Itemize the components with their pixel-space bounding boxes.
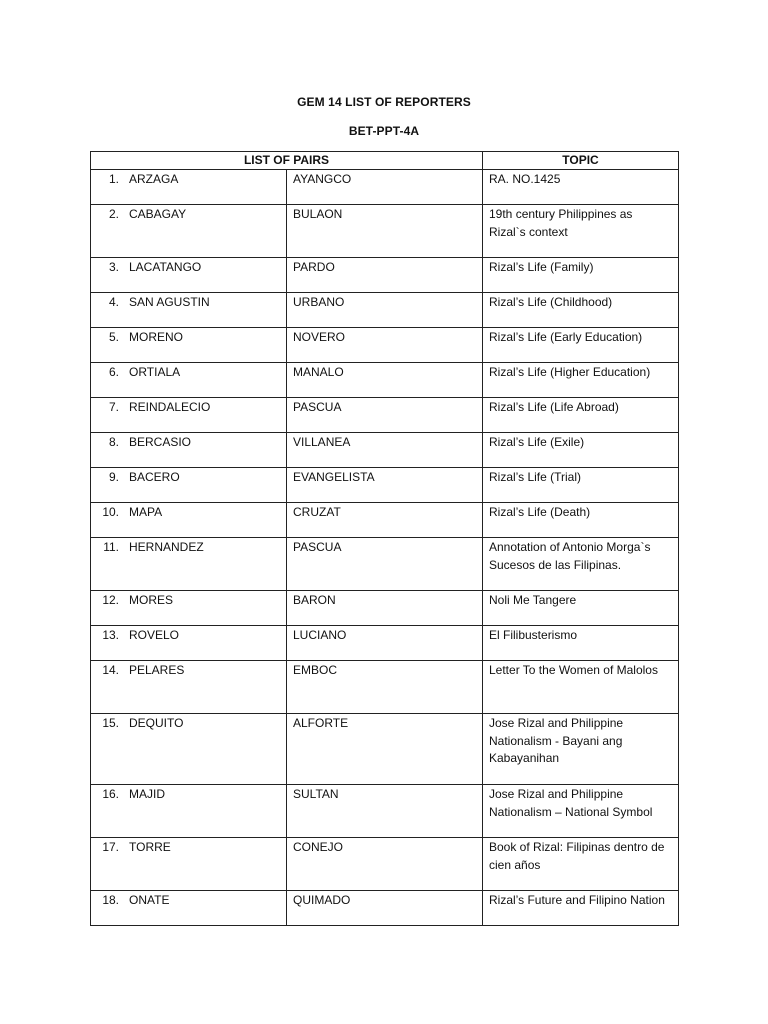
second-reporter-name: PASCUA (287, 538, 483, 591)
first-reporter-name: REINDALECIO (129, 400, 211, 414)
first-reporter-name: TORRE (129, 840, 171, 854)
row-number: 1. (108, 172, 119, 186)
first-reporter-name: ROVELO (129, 628, 180, 642)
first-reporter-name: HERNANDEZ (129, 540, 204, 554)
table-row (91, 398, 679, 433)
second-reporter-name: EMBOC (287, 661, 483, 714)
topic-cell: Annotation of Antonio Morga`s Sucesos de las Filipinas. (483, 538, 679, 591)
first-reporter-cell (91, 626, 287, 661)
table-row (91, 714, 679, 785)
topic-cell: Rizal’s Life (Life Abroad) (483, 398, 679, 433)
table-row (91, 661, 679, 714)
topic-cell: Rizal’s Life (Family) (483, 258, 679, 293)
first-reporter-cell (91, 328, 287, 363)
first-reporter-name: LACATANGO (129, 260, 202, 274)
first-reporter-cell (91, 468, 287, 503)
row-number: 15. (102, 716, 119, 730)
second-reporter-name: AYANGCO (287, 170, 483, 205)
second-reporter-name: ALFORTE (287, 714, 483, 785)
topic-cell: Noli Me Tangere (483, 591, 679, 626)
first-reporter-name: MORENO (129, 330, 183, 344)
table-row (91, 293, 679, 328)
row-number: 11. (103, 540, 119, 554)
topic-cell: Book of Rizal: Filipinas dentro de cien años (483, 838, 679, 891)
topic-cell: Rizal’s Life (Death) (483, 503, 679, 538)
first-reporter-cell (91, 258, 287, 293)
table-row (91, 363, 679, 398)
row-number: 3. (108, 260, 119, 274)
table-row (91, 538, 679, 591)
first-reporter-cell (91, 785, 287, 838)
first-reporter-cell (91, 205, 287, 258)
first-reporter-name: BERCASIO (129, 435, 192, 449)
first-reporter-name: CABAGAY (129, 207, 187, 221)
topic-cell: Rizal’s Life (Higher Education) (483, 363, 679, 398)
first-reporter-cell (91, 891, 287, 926)
first-reporter-name: SAN AGUSTIN (129, 295, 210, 309)
first-reporter-name: DEQUITO (129, 716, 184, 730)
second-reporter-name: URBANO (287, 293, 483, 328)
first-reporter-name: ARZAGA (129, 172, 179, 186)
second-reporter-name: BARON (287, 591, 483, 626)
table-row (91, 838, 679, 891)
reporters-table (90, 151, 679, 926)
second-reporter-name: CONEJO (287, 838, 483, 891)
second-reporter-name: NOVERO (287, 328, 483, 363)
topic-cell: El Filibusterismo (483, 626, 679, 661)
row-number: 10. (102, 505, 119, 519)
second-reporter-name: EVANGELISTA (287, 468, 483, 503)
second-reporter-name: QUIMADO (287, 891, 483, 926)
first-reporter-cell (91, 170, 287, 205)
first-reporter-name: MAJID (129, 787, 165, 801)
row-number: 4. (108, 295, 119, 309)
row-number: 13. (102, 628, 119, 642)
row-number: 2. (108, 207, 119, 221)
first-reporter-cell (91, 398, 287, 433)
first-reporter-cell (91, 363, 287, 398)
first-reporter-name: BACERO (129, 470, 180, 484)
row-number: 18. (102, 893, 119, 907)
row-number: 5. (108, 330, 119, 344)
first-reporter-cell (91, 433, 287, 468)
second-reporter-name: PARDO (287, 258, 483, 293)
table-row (91, 785, 679, 838)
topic-cell: Jose Rizal and Philippine Nationalism – National Symbol (483, 785, 679, 838)
topic-cell: Rizal’s Life (Exile) (483, 433, 679, 468)
table-row (91, 433, 679, 468)
second-reporter-name: VILLANEA (287, 433, 483, 468)
topic-cell: RA. NO.1425 (483, 170, 679, 205)
row-number: 12. (102, 593, 119, 607)
table-row (91, 468, 679, 503)
first-reporter-name: PELARES (129, 663, 185, 677)
topic-cell: Jose Rizal and Philippine Nationalism - Bayani ang Kabayanihan (483, 714, 679, 785)
row-number: 14. (102, 663, 119, 677)
document-title: GEM 14 LIST OF REPORTERS (297, 95, 471, 109)
first-reporter-cell (91, 591, 287, 626)
table-row (91, 891, 679, 926)
first-reporter-cell (91, 714, 287, 785)
first-reporter-name: MORES (129, 593, 174, 607)
first-reporter-cell (91, 503, 287, 538)
first-reporter-cell (91, 293, 287, 328)
row-number: 8. (108, 435, 119, 449)
table-row (91, 205, 679, 258)
table-row (91, 258, 679, 293)
table-row (91, 328, 679, 363)
document-subtitle: BET-PPT-4A (348, 124, 420, 138)
topic-cell: Rizal’s Future and Filipino Nation (483, 891, 679, 926)
topic-cell: Rizal’s Life (Early Education) (483, 328, 679, 363)
header-list-of-pairs: LIST OF PAIRS (91, 152, 483, 170)
first-reporter-cell (91, 661, 287, 714)
first-reporter-name: MAPA (129, 505, 163, 519)
first-reporter-cell (91, 538, 287, 591)
table-row (91, 503, 679, 538)
row-number: 17. (102, 840, 119, 854)
table-row (91, 626, 679, 661)
topic-cell: Letter To the Women of Malolos (483, 661, 679, 714)
row-number: 9. (108, 470, 119, 484)
first-reporter-name: ORTIALA (129, 365, 181, 379)
topic-cell: 19th century Philippines as Rizal`s context (483, 205, 679, 258)
header-topic: TOPIC (483, 152, 679, 170)
row-number: 6. (108, 365, 119, 379)
second-reporter-name: CRUZAT (287, 503, 483, 538)
row-number: 7. (108, 400, 119, 414)
table-row (91, 170, 679, 205)
topic-cell: Rizal’s Life (Childhood) (483, 293, 679, 328)
second-reporter-name: SULTAN (287, 785, 483, 838)
table-row (91, 591, 679, 626)
table-header-row (91, 152, 679, 170)
table-body (91, 170, 679, 926)
first-reporter-cell (91, 838, 287, 891)
second-reporter-name: LUCIANO (287, 626, 483, 661)
second-reporter-name: MANALO (287, 363, 483, 398)
row-number: 16. (102, 787, 119, 801)
topic-cell: Rizal’s Life (Trial) (483, 468, 679, 503)
second-reporter-name: PASCUA (287, 398, 483, 433)
first-reporter-name: ONATE (129, 893, 170, 907)
second-reporter-name: BULAON (287, 205, 483, 258)
